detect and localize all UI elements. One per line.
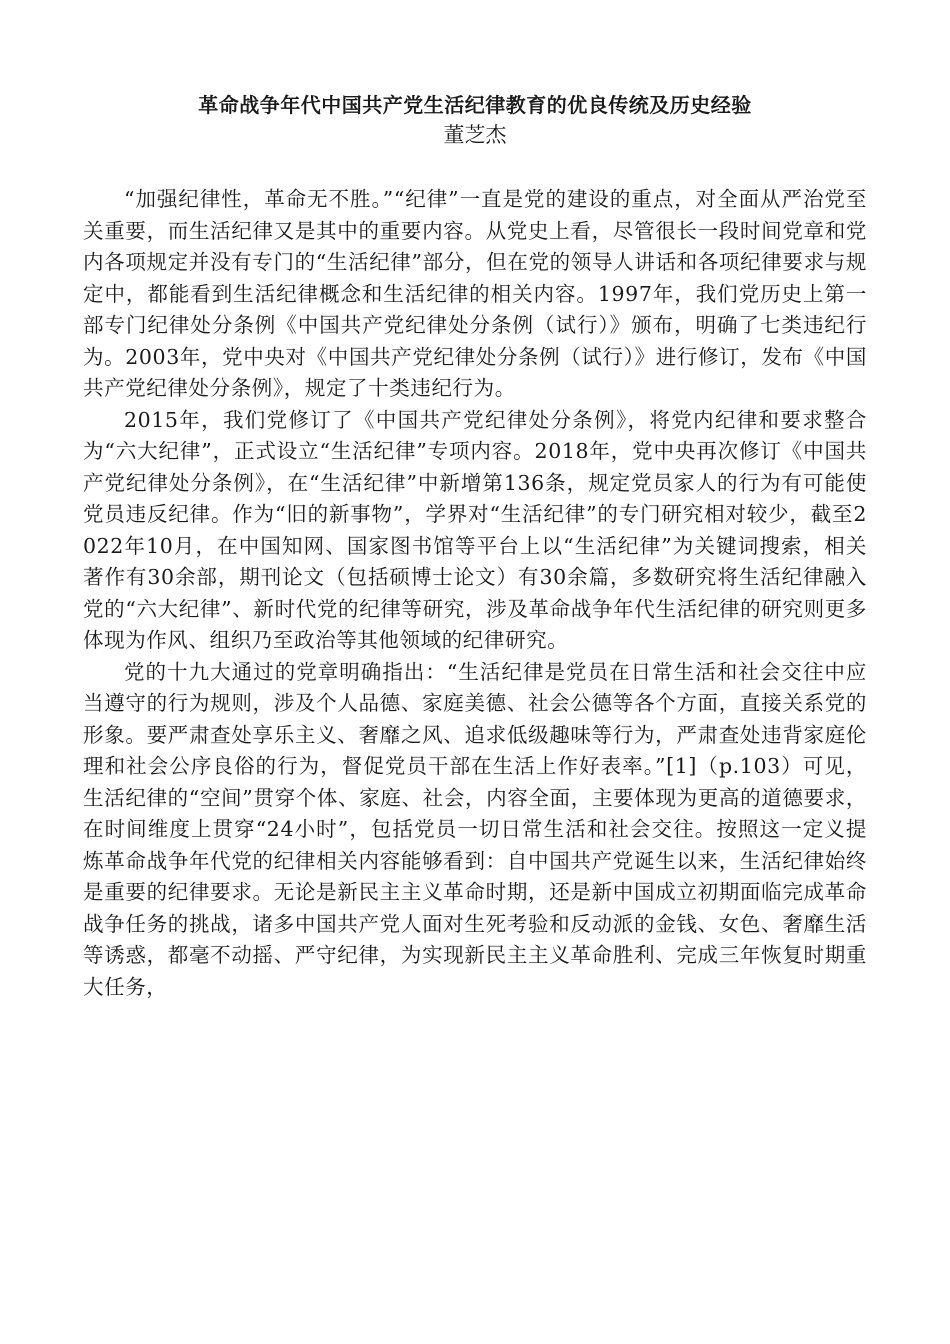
paragraph-1: “加强纪律性，革命无不胜。”“纪律”一直是党的建设的重点，对全面从严治党至关重要，而生活纪律又是其中的重要内容。从党史上看，尽管很长一段时间党章和党内各项规定并没有专门的“生活纪律”部分，但在党的领导人讲话和各项纪律要求与规定中，都能看到生活纪律概念和生活纪律的相关内容。1997年，我们党历史上第一部专门纪律处分条例《中国共产党纪律处分条例（试行）》颁布，明确了七类违纪行为。2003年，党中央对《中国共产党纪律处分条例（试行）》进行修订，发布《中国共产党纪律处分条例》，规定了十类违纪行为。 [83, 187, 867, 400]
document-body [83, 184, 867, 1003]
document-title: 革命战争年代中国共产党生活纪律教育的优良传统及历史经验 [198, 93, 752, 117]
paragraph-3: 党的十九大通过的党章明确指出：“生活纪律是党员在日常生活和社会交往中应当遵守的行为规则，涉及个人品德、家庭美德、社会公德等各个方面，直接关系党的形象。要严肃查处享乐主义、奢靡之风、追求低级趣味等行为，严肃查处违背家庭伦理和社会公序良俗的行为，督促党员干部在生活上作好表率。”[1]（p.103）可见，生活纪律的“空间”贯穿个体、家庭、社会，内容全面，主要体现为更高的道德要求，在时间维度上贯穿“24小时”，包括党员一切日常生活和社会交往。按照这一定义提炼革命战争年代党的纪律相关内容能够看到：自中国共产党诞生以来，生活纪律始终是重要的纪律要求。无论是新民主主义革命时期，还是新中国成立初期面临完成革命战争任务的挑战，诸多中国共产党人面对生死考验和反动派的金钱、女色、奢靡生活等诱惑，都毫不动摇、严守纪律，为实现新民主主义革命胜利、完成三年恢复时期重大任务， [83, 659, 867, 999]
paragraph-2: 2015年，我们党修订了《中国共产党纪律处分条例》，将党内纪律和要求整合为“六大纪律”，正式设立“生活纪律”专项内容。2018年，党中央再次修订《中国共产党纪律处分条例》，在“生活纪律”中新增第136条，规定党员家人的行为有可能使党员违反纪律。作为“旧的新事物”，学界对“生活纪律”的专门研究相对较少，截至2022年10月，在中国知网、国家图书馆等平台上以“生活纪律”为关键词搜索，相关著作有30余部，期刊论文（包括硕博士论文）有30余篇，多数研究将生活纪律融入党的“六大纪律”、新时代党的纪律等研究，涉及革命战争年代生活纪律的研究则更多体现为作风、组织乃至政治等其他领域的纪律研究。 [83, 407, 867, 652]
document-author: 董芝杰 [443, 123, 507, 147]
